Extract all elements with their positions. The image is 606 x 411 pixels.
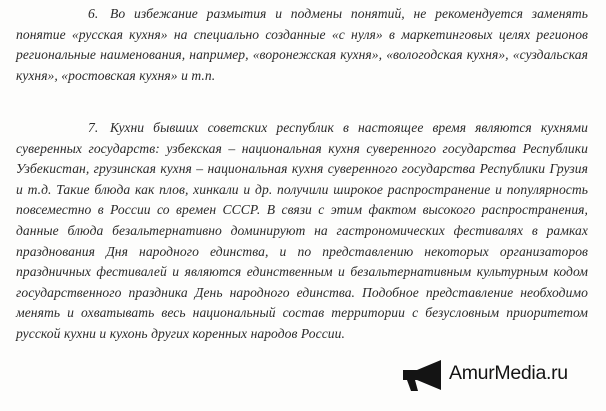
paragraph-number: 6.	[88, 6, 99, 21]
watermark	[398, 356, 606, 396]
paragraph-6	[16, 4, 588, 86]
watermark-text: AmurMedia.ru	[449, 362, 568, 384]
paragraph-7	[16, 118, 588, 345]
paragraph-number: 7.	[88, 120, 99, 135]
paragraph-text: Во избежание размытия и подмены понятий, не рекомендуется заменять понятие «русская кухня» на специально созданные «с нуля» в маркетинговых целях регионов региональные наименования, например, «воронежская кухня», «вологодская кухня», «суздальская кухня», «ростовская кухня» и т.п.	[16, 6, 588, 83]
megaphone-icon	[398, 358, 448, 392]
paragraph-text: Кухни бывших советских республик в настоящее время являются кухнями суверенных государств: узбекская – национальная кухня суверенного государства Республики Узбекистан, грузинская кухня – национальная кухня суверенного государства Республики Грузия и т.д. Такие блюда как плов, хинкали и др. получили широкое распространение и популярность повсеместно в России со времен СССР. В связи с этим фактом высокого распространения, данные блюда безальтернативно доминируют на гастрономических фестивалях в рамках празднования Дня народного единства, и по представлению некоторых организаторов праздничных фестивалей и являются единственным и безальтернативным культурным кодом государственного праздника День народного единства. Подобное представление необходимо менять и охватывать весь национальный состав территории с безусловным приоритетом русской кухни и кухонь других коренных народов России.	[16, 120, 588, 341]
